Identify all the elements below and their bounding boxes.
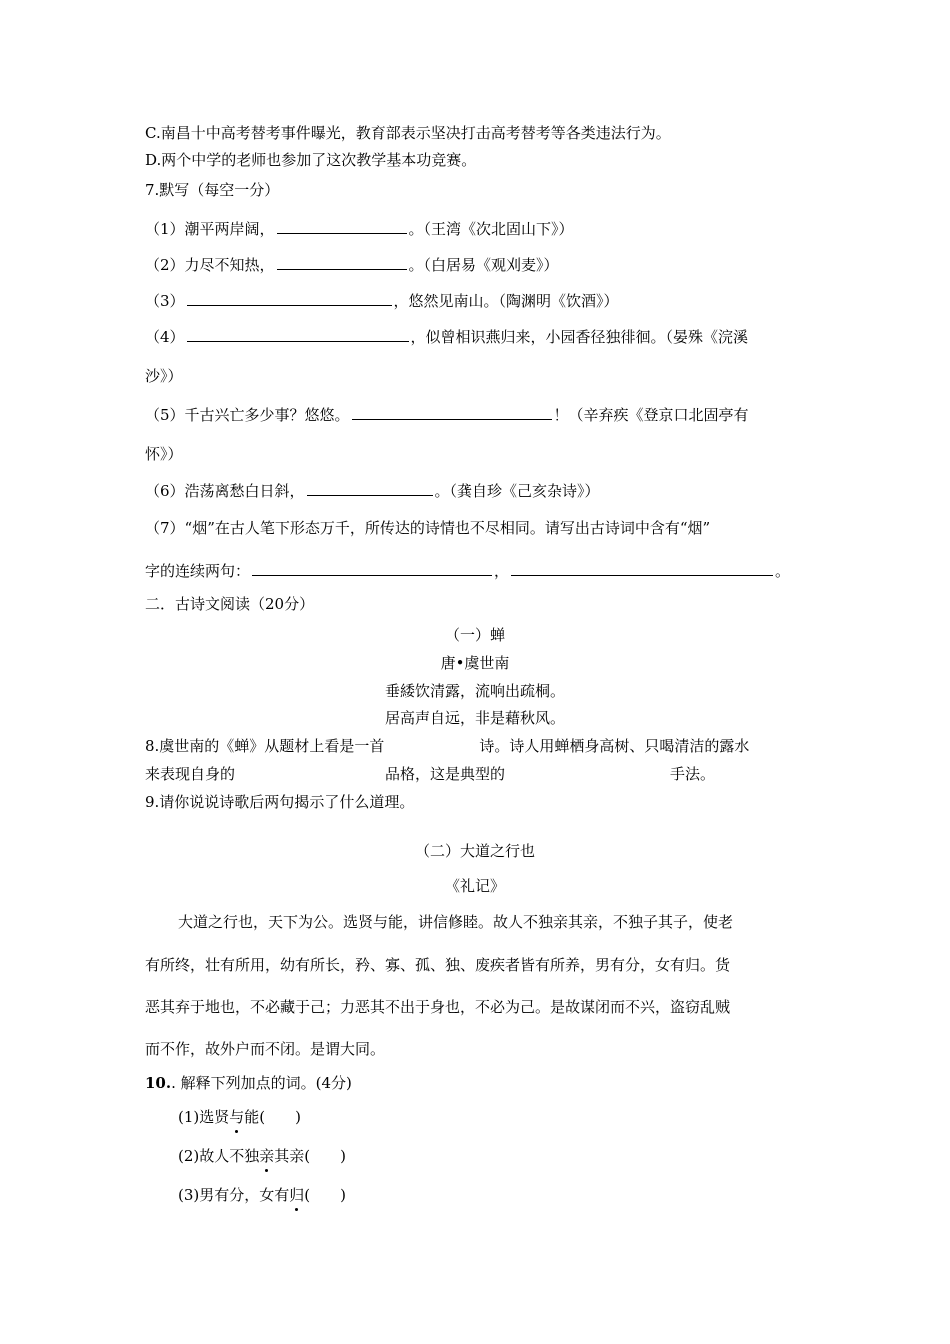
answer-blank[interactable] (307, 481, 433, 496)
poem-author: 唐•虞世南 (440, 654, 510, 672)
q7-title: 7.默写（每空一分） (145, 181, 280, 199)
poem-title: （一）蝉 (444, 626, 505, 644)
answer-blank[interactable] (511, 561, 773, 576)
q8-line-2: 来表现自身的 品格，这是典型的 手法。 (145, 765, 716, 783)
answer-blank[interactable] (187, 291, 392, 306)
q7-item-5: （5）千古兴亡多少事？悠悠。 ！（辛弃疾《登京口北固亭有 (145, 406, 749, 424)
section-2-title: 二．古诗文阅读（20分） (145, 595, 315, 613)
q6-option-c: C.南昌十中高考替考事件曝光，教育部表示坚决打击高考替考等各类违法行为。 (145, 124, 671, 142)
q9: 9.请你说说诗歌后两句揭示了什么道理。 (145, 793, 415, 811)
passage-line-3: 恶其弃于地也，不必藏于己；力恶其不出于身也，不必为己。是故谋闭而不兴，盗窃乱贼 (145, 998, 731, 1016)
q7-item-2: （2）力尽不知热， 。（白居易《观刈麦》） (145, 256, 559, 274)
q7-item-1: （1）潮平两岸阔， 。（王湾《次北固山下》） (145, 220, 574, 238)
q10-item-3: (3)男有分，女有归( ) (178, 1186, 346, 1204)
answer-blank[interactable] (352, 405, 552, 420)
passage-line-1: 大道之行也，天下为公。选贤与能，讲信修睦。故人不独亲其亲，不独子其子，使老 (178, 913, 734, 931)
q6-option-d: D.两个中学的老师也参加了这次教学基本功竞赛。 (145, 151, 477, 169)
q7-item-7-cont: 字的连续两句： ， 。 (145, 562, 791, 580)
passage-line-2: 有所终，壮有所用，幼有所长，矜、寡、孤、独、废疾者皆有所养，男有分，女有归。货 (145, 956, 731, 974)
answer-blank[interactable] (252, 561, 492, 576)
emphasis-dot-char: 亲 (259, 1147, 275, 1165)
passage-title: （二）大道之行也 (414, 842, 535, 860)
q7-item-4: （4） ，似曾相识燕归来，小园香径独徘徊。（晏殊《浣溪 (145, 328, 749, 346)
answer-blank[interactable] (277, 255, 407, 270)
q10-item-1: (1)选贤与能( ) (178, 1108, 301, 1126)
q7-item-7: （7）“烟”在古人笔下形态万千，所传达的诗情也不尽相同。请写出古诗词中含有“烟” (145, 519, 711, 537)
q10-title: 10.. 解释下列加点的词。(4分) (145, 1074, 352, 1092)
q7-item-4-cont: 沙》） (145, 367, 183, 385)
q7-item-5-cont: 怀》） (145, 445, 183, 463)
answer-blank[interactable] (187, 327, 409, 342)
poem-line-1: 垂緌饮清露，流响出疏桐。 (384, 682, 565, 700)
q10-item-2: (2)故人不独亲其亲( ) (178, 1147, 346, 1165)
answer-blank[interactable] (277, 219, 407, 234)
q7-item-3: （3） ，悠然见南山。（陶渊明《饮酒》） (145, 292, 619, 310)
poem-line-2: 居高声自远，非是藉秋风。 (384, 709, 565, 727)
q8-line-1: 8.虞世南的《蝉》从题材上看是一首 诗。诗人用蝉栖身高树、只喝清洁的露水 (145, 737, 750, 755)
passage-line-4: 而不作，故外户而不闭。是谓大同。 (145, 1040, 386, 1058)
emphasis-dot-char: 与 (229, 1108, 245, 1126)
passage-source: 《礼记》 (444, 877, 505, 895)
emphasis-dot-char: 归 (289, 1186, 305, 1204)
q7-item-6: （6）浩荡离愁白日斜， 。（龚自珍《己亥杂诗》） (145, 482, 600, 500)
